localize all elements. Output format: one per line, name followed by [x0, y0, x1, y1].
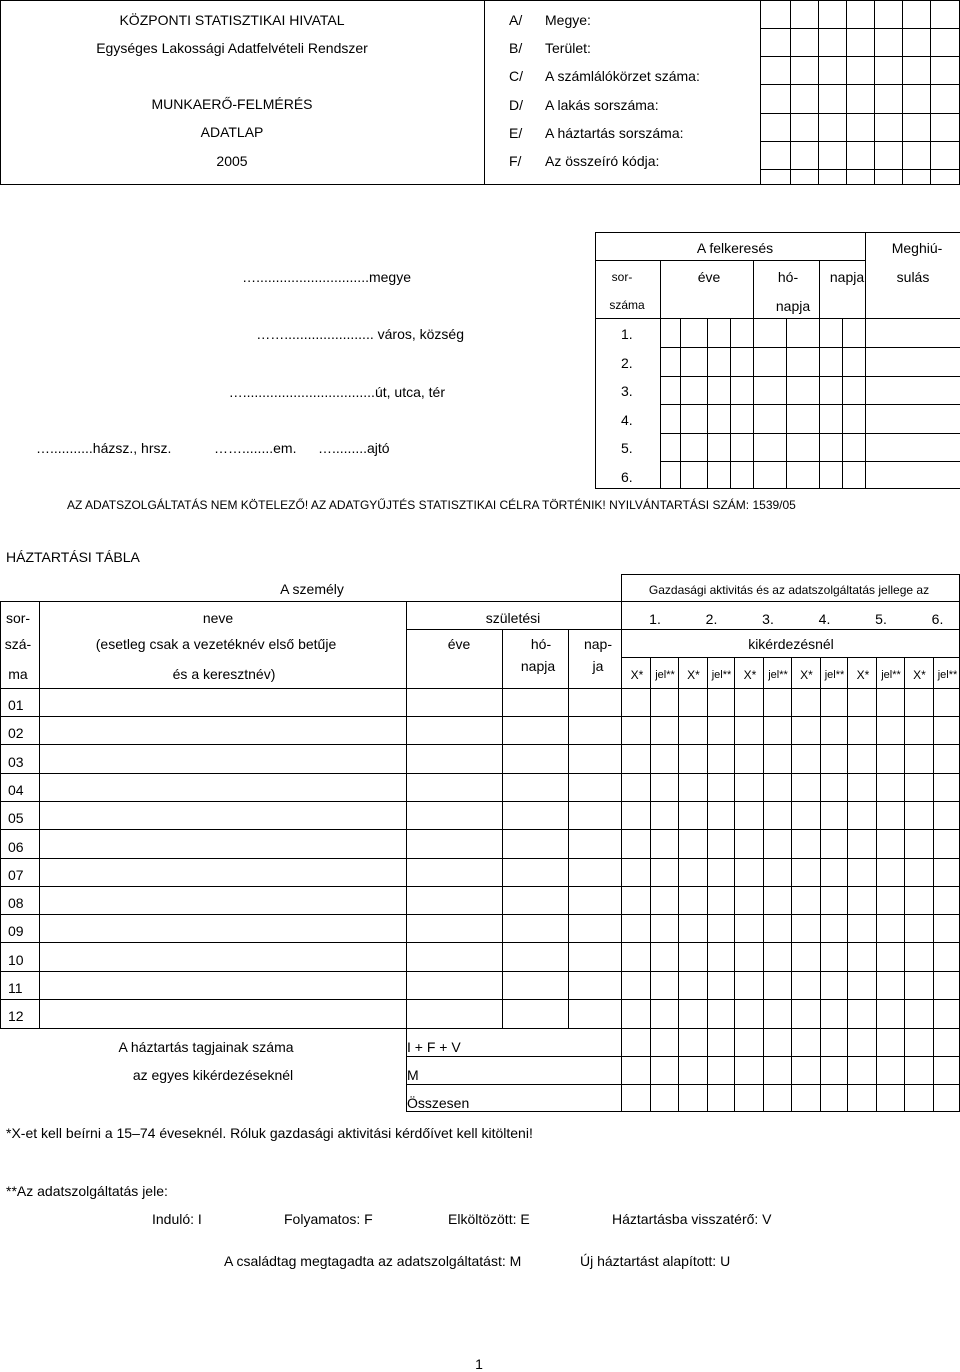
visit-row-line: [660, 347, 960, 348]
code-visszatero: Háztartásba visszatérő: V: [612, 1211, 772, 1227]
totals-label: A háztartás tagjainak száma: [118, 1039, 294, 1055]
row-line: [0, 886, 960, 887]
totals-osszesen: Összesen: [407, 1095, 470, 1111]
col-szuletesi: születési: [485, 610, 541, 626]
totals-vline: [734, 1028, 735, 1112]
code-label: A háztartás sorszáma:: [545, 124, 684, 141]
visits-ho: hó-: [777, 269, 799, 285]
totals-vline: [933, 1028, 934, 1112]
visit-row-number: 4.: [621, 411, 633, 428]
totals-ifv: I + F + V: [407, 1039, 461, 1055]
interview-sub-line: [820, 657, 821, 1029]
visits-szama: száma: [609, 298, 645, 312]
visits-napja: napja: [829, 269, 865, 285]
col-ho-napja: napja: [520, 658, 556, 674]
visit-row-number: 2.: [621, 354, 633, 371]
visit-row-number: 5.: [621, 440, 633, 456]
legal-notice: AZ ADATSZOLGÁLTATÁS NEM KÖTELEZŐ! AZ ADATGYŰJTÉS STATISZTIKAI CÉLRA TÖRTÉNIK! NYILVÁNTARTÁSI SZÁM: 1539/05: [67, 498, 796, 512]
totals-vline: [763, 1028, 764, 1112]
code-letter: F/: [509, 153, 522, 169]
col-nap: nap-: [583, 636, 613, 652]
code-label: A számlálókörzet száma:: [545, 68, 700, 85]
totals-vline: [904, 1028, 905, 1112]
col-ho: hó-: [530, 636, 552, 652]
system-name: Egységes Lakossági Adatfelvételi Rendszer: [96, 40, 368, 56]
visit-row-line: [660, 461, 960, 462]
row-number: 09: [8, 923, 24, 940]
address-ut: …..................................út, utca, tér: [228, 384, 445, 400]
institution-name: KÖZPONTI STATISZTIKAI HIVATAL: [119, 12, 345, 28]
row-number: 08: [8, 895, 24, 912]
visits-title: A felkeresés: [696, 240, 774, 256]
row-number: 10: [8, 951, 24, 968]
jel-label: jel**: [655, 669, 675, 681]
person-header: A személy: [280, 581, 344, 597]
totals-vline: [621, 1028, 622, 1112]
code-label: Az összeíró kódja:: [545, 153, 660, 169]
row-line: [0, 744, 960, 745]
visit-row-number: 3.: [621, 383, 633, 399]
col-ma: ma: [8, 666, 28, 682]
code-grid-vline: [790, 0, 791, 185]
interview-number: 2.: [705, 611, 718, 627]
interview-col-line: [904, 657, 905, 1029]
row-line: [0, 801, 960, 802]
col-kikerdezesnel: kikérdezésnél: [748, 636, 834, 652]
code-folyamatos: Folyamatos: F: [284, 1211, 373, 1227]
visits-sor: sor-: [611, 270, 633, 284]
interview-col-line: [734, 657, 735, 1029]
row-number: 05: [8, 810, 24, 827]
address-ajto: ….........ajtó: [318, 440, 390, 456]
visits-eve: éve: [697, 269, 721, 285]
code-elkoltozott: Elköltözött: E: [448, 1211, 530, 1227]
row-line: [0, 999, 960, 1000]
col-neve-note: (esetleg csak a vezetéknév első betűje: [95, 636, 337, 652]
x-label: X*: [913, 668, 926, 682]
interview-number: 5.: [875, 611, 887, 627]
survey-name: MUNKAERŐ-FELMÉRÉS: [151, 96, 313, 112]
visit-row-line: [660, 433, 960, 434]
row-number: 04: [8, 781, 24, 798]
col-sza: szá-: [4, 636, 32, 652]
footnote-jel-title: **Az adatszolgáltatás jele:: [6, 1183, 168, 1199]
code-letter: B/: [509, 40, 523, 57]
code-grid-vline: [930, 0, 931, 185]
interview-sub-line: [707, 657, 708, 1029]
visits-sulas: sulás: [896, 269, 930, 285]
row-line: [0, 971, 960, 972]
row-number: 11: [8, 980, 23, 996]
totals-vline: [678, 1028, 679, 1112]
x-label: X*: [743, 668, 757, 682]
totals-vline: [791, 1028, 792, 1112]
interview-col-line: [791, 657, 792, 1029]
interview-col-line: [678, 657, 679, 1029]
visit-row-line: [660, 404, 960, 405]
interview-sub-line: [876, 657, 877, 1029]
interview-sub-line: [763, 657, 764, 1029]
interview-number: 1.: [649, 611, 661, 627]
code-label: Terület:: [545, 40, 591, 57]
jel-label: jel**: [937, 669, 958, 681]
row-line: [0, 773, 960, 774]
code-grid-vline: [902, 0, 903, 185]
totals-vline: [820, 1028, 821, 1112]
col-neve-note2: és a keresztnév): [172, 666, 276, 682]
code-letter: E/: [509, 124, 523, 141]
col-eve: éve: [447, 636, 471, 652]
row-number: 07: [8, 866, 24, 883]
row-line: [0, 858, 960, 859]
visit-row-number: 6.: [621, 468, 633, 485]
col-ja: ja: [592, 658, 604, 674]
jel-label: jel**: [824, 669, 845, 681]
form-name: ADATLAP: [200, 124, 264, 140]
row-number: 01: [8, 697, 24, 713]
code-grid-vline: [818, 0, 819, 185]
header-divider: [484, 0, 485, 185]
interview-number: 4.: [818, 611, 831, 627]
address-hazsz: …...........házsz., hrsz.: [36, 440, 172, 456]
footnote-x: *X-et kell beírni a 15–74 éveseknél. Róluk gazdasági aktivitási kérdőívet kell kitölteni!: [6, 1125, 533, 1141]
totals-vline: [847, 1028, 848, 1112]
x-label: X*: [800, 668, 813, 682]
totals-vline: [707, 1028, 708, 1112]
totals-label2: az egyes kikérdezéseknél: [132, 1067, 294, 1083]
interview-sub-line: [933, 657, 934, 1029]
code-letter: C/: [509, 68, 523, 85]
interview-sub-line: [650, 657, 651, 1029]
row-number: 03: [8, 753, 24, 770]
row-line: [0, 716, 960, 717]
interview-number: 6.: [931, 611, 944, 627]
address-varos: ……....................... város, község: [256, 326, 464, 342]
household-title: HÁZTARTÁSI TÁBLA: [6, 549, 140, 565]
x-label: X*: [630, 668, 644, 682]
visits-meghiu: Meghiú-: [891, 240, 943, 256]
address-megye: ….............................megye: [242, 269, 411, 285]
visit-row-number: 1.: [621, 326, 633, 342]
totals-m: M: [407, 1067, 419, 1083]
row-line: [0, 914, 960, 915]
activity-header: Gazdasági aktivitás és az adatszolgáltatás jellege az: [648, 583, 930, 597]
code-label: Megye:: [545, 12, 591, 28]
code-letter: D/: [509, 96, 523, 113]
jel-label: jel**: [768, 669, 788, 681]
row-line: [0, 942, 960, 943]
code-grid-vline: [760, 0, 761, 185]
code-uj-haztartas: Új háztartást alapított: U: [580, 1253, 731, 1269]
code-grid-vline: [874, 0, 875, 185]
row-number: 12: [8, 1008, 24, 1025]
visits-ho-napja: napja: [775, 298, 811, 314]
jel-label: jel**: [711, 669, 732, 681]
row-number: 06: [8, 838, 24, 855]
address-em: ……........em.: [214, 440, 297, 456]
jel-label: jel**: [881, 669, 901, 681]
code-label: A lakás sorszáma:: [545, 96, 659, 113]
code-indulo: Induló: I: [152, 1211, 202, 1227]
row-number: 02: [8, 725, 24, 742]
x-label: X*: [856, 668, 870, 682]
totals-vline: [876, 1028, 877, 1112]
form-year: 2005: [216, 153, 248, 169]
page-number: 1: [475, 1356, 483, 1372]
visit-row-line: [660, 376, 960, 377]
col-neve: neve: [202, 610, 234, 626]
code-megtagadta: A családtag megtagadta az adatszolgáltatást: M: [224, 1253, 522, 1269]
code-grid-vline: [846, 0, 847, 185]
interview-number: 3.: [762, 611, 774, 627]
col-sor: sor-: [5, 610, 31, 626]
code-letter: A/: [509, 12, 523, 28]
interview-col-line: [847, 657, 848, 1029]
totals-vline: [650, 1028, 651, 1112]
x-label: X*: [687, 668, 700, 682]
row-line: [0, 829, 960, 830]
